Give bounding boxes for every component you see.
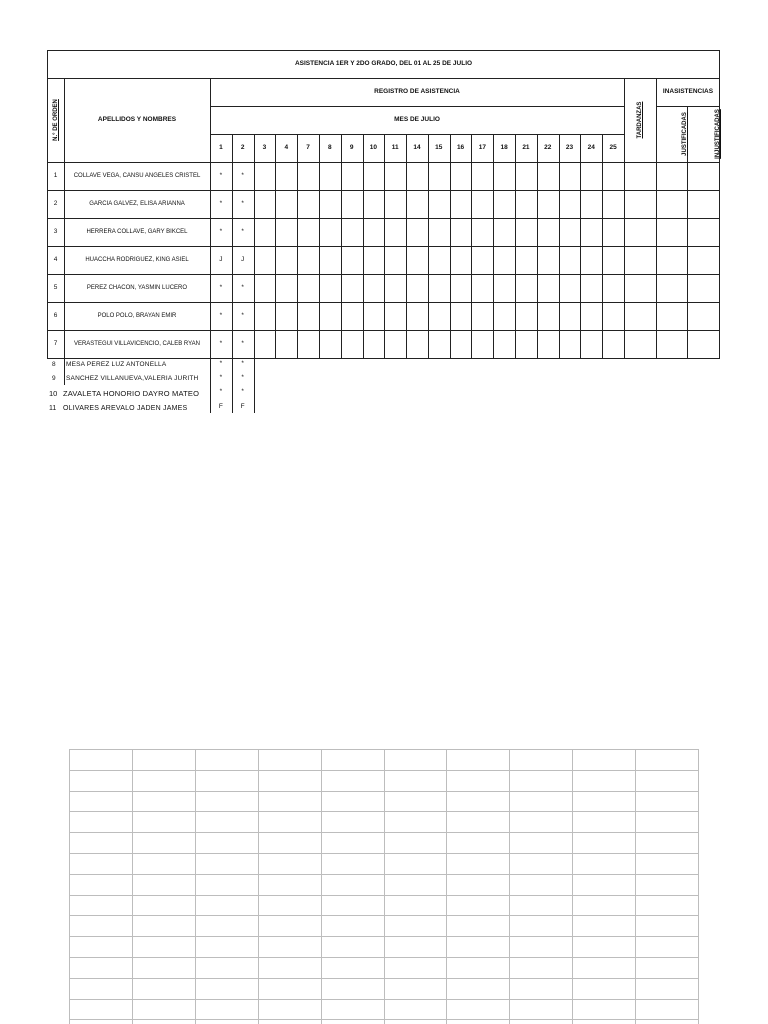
row-order: 7 [53,340,58,347]
row-divider [47,190,720,191]
extra-order: 8 [52,361,56,368]
grid-row-line [69,770,699,771]
grid-row-line [69,1019,699,1020]
justificadas-header: JUSTIFICADAS [682,112,688,156]
day-header-11: 11 [391,144,399,151]
attendance-mark: * [219,312,223,319]
attendance-mark: * [241,284,244,291]
attendance-mark: * [219,388,223,395]
extra-divider [254,359,255,413]
row-order: 2 [53,200,58,207]
grid-row-line [69,749,699,750]
attendance-mark: * [241,374,244,381]
attendance-mark: J [219,256,223,263]
extra-student-name: ZAVALETA HONORIO DAYRO MATEO [63,389,200,398]
attendance-mark: * [219,172,223,179]
day-header-18: 18 [500,144,508,151]
day-header-17: 17 [478,144,486,151]
inasistencias-header: INASISTENCIAS [662,88,714,95]
grid-row-line [69,957,699,958]
grid-row-line [69,895,699,896]
row-divider [47,302,720,303]
grid-row-line [69,978,699,979]
attendance-mark: * [219,228,223,235]
day-header-4: 4 [284,144,289,151]
student-name: PEREZ CHACON, YASMIN LUCERO [86,285,188,291]
day-header-14: 14 [413,144,421,151]
row-divider [47,274,720,275]
day-header-2: 2 [240,144,245,151]
attendance-mark: * [219,284,223,291]
row-divider [47,330,720,331]
row-order: 1 [53,172,58,179]
attendance-mark: J [241,256,245,263]
day-header-10: 10 [369,144,378,151]
tardanzas-header: TARDANZAS [637,101,643,139]
student-name: GARCIA GALVEZ, ELISA ARIANNA [89,201,185,207]
attendance-mark: * [241,312,244,319]
attendance-mark: * [241,340,244,347]
row-order: 5 [53,284,58,291]
attendance-mark: * [241,388,244,395]
day-header-22: 22 [544,144,552,151]
day-header-3: 3 [262,144,267,151]
day-header-15: 15 [435,144,443,151]
row-order: 4 [53,256,58,263]
attendance-mark: * [241,200,244,207]
day-header-21: 21 [522,144,530,151]
day-header-23: 23 [565,144,574,151]
student-name: POLO POLO, BRAYAN EMIR [97,313,177,319]
sheet-title: ASISTENCIA 1ER Y 2DO GRADO, DEL 01 AL 25 DE JULIO [294,60,473,67]
names-header: APELLIDOS Y NOMBRES [97,116,177,123]
grid-row-line [69,791,699,792]
attendance-mark: F [240,403,245,410]
grid-row-line [69,999,699,1000]
student-name: VERASTEGUI VILLAVICENCIO, CALEB RYAN [73,341,201,347]
student-name: HERRERA COLLAVE, GARY BIKCEL [86,229,188,235]
day-header-24: 24 [587,144,595,151]
mes-header: MES DE JULIO [394,116,440,123]
row-divider [47,246,720,247]
grid-row-line [69,853,699,854]
day-header-9: 9 [349,144,354,151]
extra-student-name: SANCHEZ VILLANUEVA,VALERIA JURITH [66,375,199,382]
attendance-mark: * [241,172,244,179]
grid-row-line [69,915,699,916]
grid-row-line [69,936,699,937]
attendance-mark: F [218,403,223,410]
grid-row-line [69,832,699,833]
student-name: COLLAVE VEGA, CANSU ANGELES CRISTEL [73,173,201,179]
row-order: 6 [53,312,58,319]
row-order: 3 [53,228,58,235]
student-name: HUACCHA RODRIGUEZ, KING ASIEL [85,257,189,263]
extra-divider [64,359,65,385]
registro-header: REGISTRO DE ASISTENCIA [374,88,460,95]
day-header-25: 25 [609,144,617,151]
extra-order: 10 [49,389,58,398]
attendance-mark: * [219,374,223,381]
extra-order: 9 [52,375,56,382]
extra-student-name: OLIVARES AREVALO JADEN JAMES [63,405,188,412]
attendance-mark: * [219,360,223,367]
order-header: N.° DE ORDEN [53,99,59,141]
day-header-16: 16 [456,144,465,151]
injustificadas-header: INJUSTIFICADAS [715,109,721,159]
attendance-mark: * [241,228,244,235]
row-divider [47,218,720,219]
day-header-8: 8 [328,144,332,151]
grid-row-line [69,874,699,875]
grid-row-line [69,811,699,812]
attendance-mark: * [219,200,223,207]
day-header-1: 1 [219,144,223,151]
extra-student-name: MESA PEREZ LUZ ANTONELLA [66,361,167,368]
extra-order: 11 [49,405,57,412]
attendance-mark: * [241,360,244,367]
day-header-7: 7 [306,144,310,151]
attendance-mark: * [219,340,223,347]
